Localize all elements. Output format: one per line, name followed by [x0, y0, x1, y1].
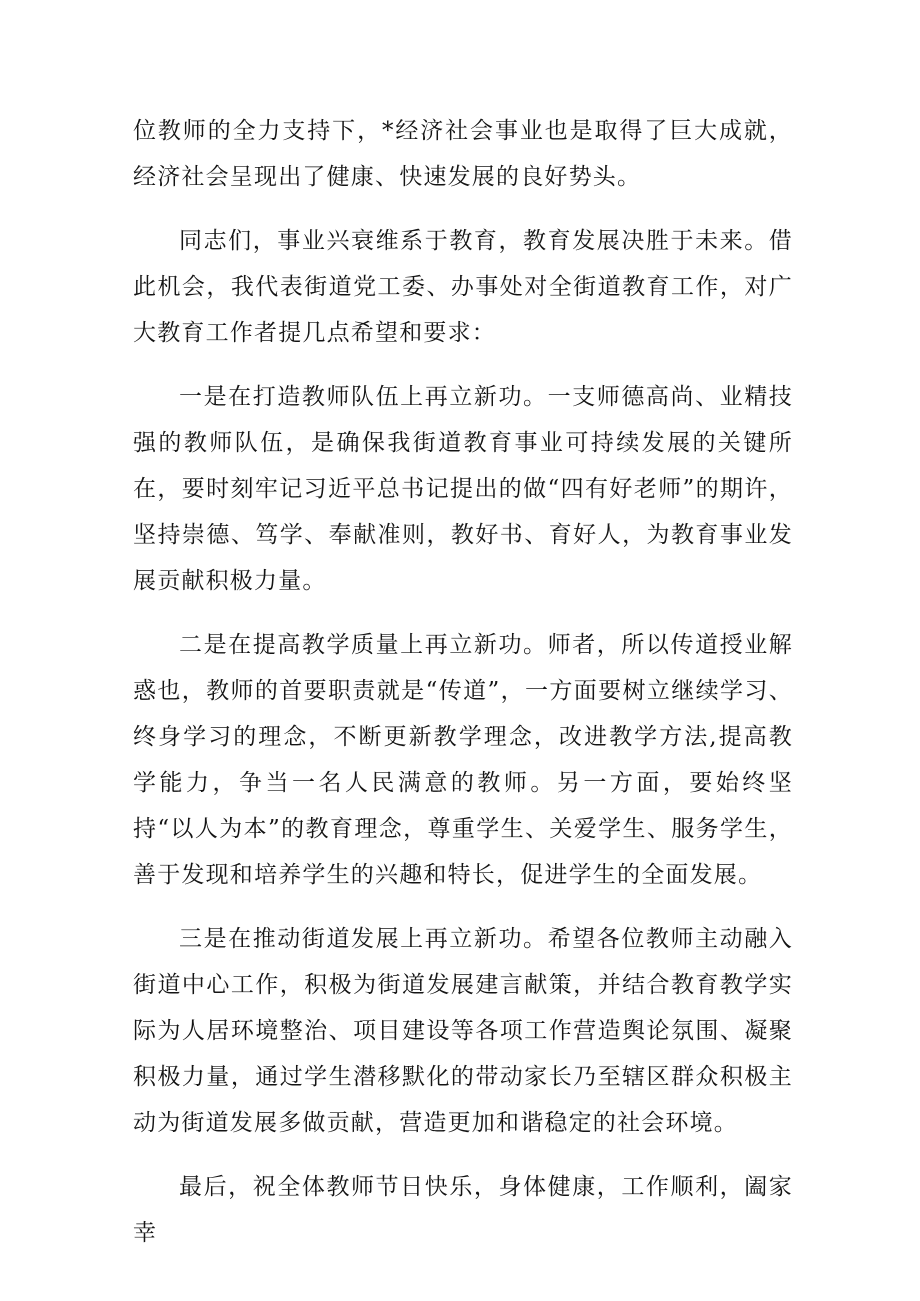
document-body	[133, 108, 793, 1274]
paragraph-street-development: 三是在推动街道发展上再立新功。希望各位教师主动融入街道中心工作，积极为街道发展建言献策，并结合教育教学实际为人居环境整治、项目建设等各项工作营造舆论氛围、凝聚积极力量，通过学生潜移默化的带动家长乃至辖区群众积极主动为街道发展多做贡献，营造更加和谐稳定的社会环境。	[133, 926, 793, 1136]
paragraph-comrades: 同志们，事业兴衰维系于教育，教育发展决胜于未来。借此机会，我代表街道党工委、办事处对全街道教育工作，对广大教育工作者提几点希望和要求：	[133, 228, 793, 346]
paragraph-closing: 最后，祝全体教师节日快乐，身体健康，工作顺利，阖家幸	[133, 1174, 793, 1246]
paragraph-teacher-team: 一是在打造教师队伍上再立新功。一支师德高尚、业精技强的教师队伍，是确保我街道教育事业可持续发展的关键所在，要时刻牢记习近平总书记提出的做“四有好老师”的期许，坚持崇德、笃学、奉献准则，教好书、育好人，为教育事业发展贡献积极力量。	[133, 384, 793, 594]
paragraph-teaching-quality: 二是在提高教学质量上再立新功。师者，所以传道授业解惑也，教师的首要职责就是“传道”，一方面要树立继续学习、终身学习的理念，不断更新教学理念，改进教学方法,提高教学能力，争当一名人民满意的教师。另一方面，要始终坚持“以人为本”的教育理念，尊重学生、关爱学生、服务学生，善于发现和培养学生的兴趣和特长，促进学生的全面发展。	[133, 632, 793, 888]
paragraph-continued: 位教师的全力支持下，*经济社会事业也是取得了巨大成就，经济社会呈现出了健康、快速发展的良好势头。	[133, 118, 793, 190]
